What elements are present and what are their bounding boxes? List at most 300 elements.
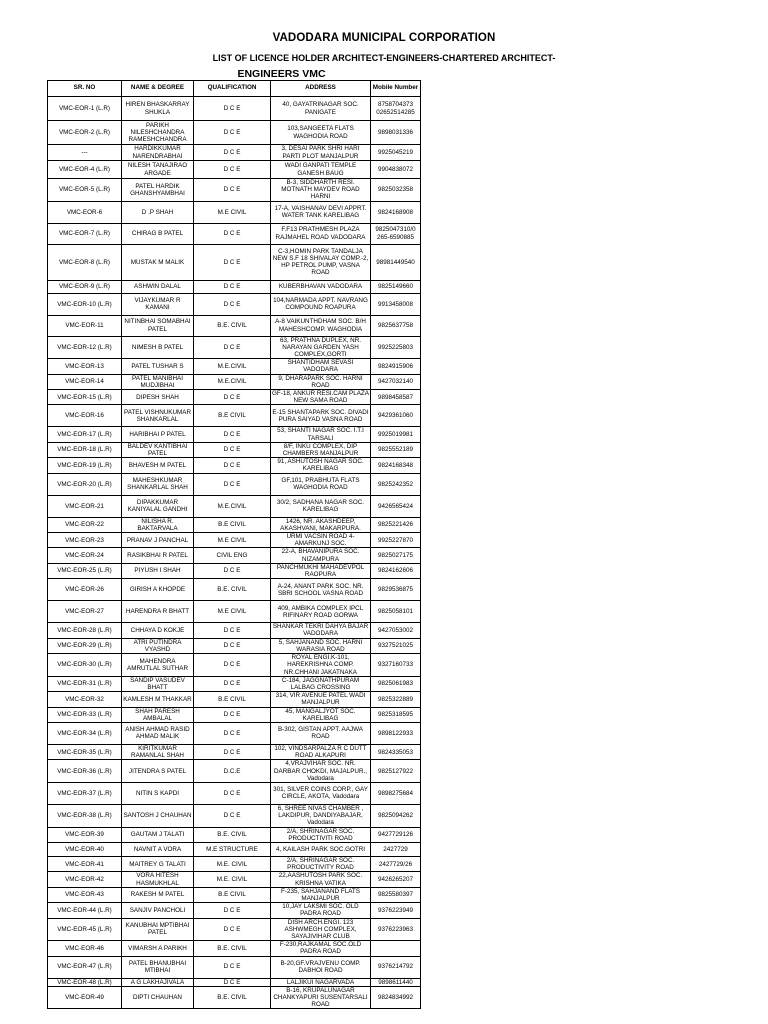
address-cell: WADI GANPATI TEMPLE GANESH BAUG — [271, 161, 371, 179]
qualification-cell: D C E — [194, 145, 271, 161]
table-row — [48, 601, 421, 623]
mobile-cell: 9825027175 — [371, 548, 421, 563]
qualification-cell: D C E — [194, 638, 271, 653]
name-cell: BHAVESH M PATEL — [122, 458, 194, 473]
qualification-cell: D C E — [194, 676, 271, 691]
table-row — [48, 458, 421, 473]
name-cell: NITIN S KAPDI — [122, 782, 194, 804]
sr-no-cell: VMC-EOR-28 (L.R) — [48, 623, 122, 638]
col-header-sr-no: SR. NO — [48, 81, 122, 97]
sr-no-cell: VMC-EOR-1 (L.R) — [48, 97, 122, 121]
sr-no-cell: VMC-EOR-6 — [48, 201, 122, 223]
mobile-cell: 9824168348 — [371, 458, 421, 473]
sr-no-cell: VMC-EOR-20 (L.R) — [48, 473, 122, 495]
table-row — [48, 579, 421, 601]
table-row — [48, 223, 421, 244]
name-cell: PATEL MANIBHAI MUDJIBHAI — [122, 374, 194, 389]
table-row — [48, 548, 421, 563]
table-row — [48, 179, 421, 202]
name-cell: DIPAKKUMAR KANIYALAL GANDHI — [122, 495, 194, 517]
name-cell: SANDIP VASUDEV BHATT — [122, 676, 194, 691]
sr-no-cell: VMC-EOR-12 (L.R) — [48, 336, 122, 359]
sr-no-cell: VMC-EOR-43 — [48, 887, 122, 902]
sr-no-cell: VMC-EOR-40 — [48, 842, 122, 856]
qualification-cell: D C E — [194, 280, 271, 293]
qualification-cell: D C E — [194, 473, 271, 495]
address-cell: SHANTIDHAM SEVASI VADODARA — [271, 359, 371, 374]
address-cell: 10,JAY LAKSMI SOC. OLD PADRA ROAD — [271, 903, 371, 918]
table-header-row — [48, 81, 421, 97]
name-cell: A G LAKHAJIVALA — [122, 978, 194, 986]
address-cell: A-24, ANANT PARK SOC. NR. SBRI SCHOOL VASNA ROAD — [271, 579, 371, 601]
mobile-cell: 9925227870 — [371, 533, 421, 548]
mobile-cell: 9825061983 — [371, 676, 421, 691]
name-cell: HARIBHAI P PATEL — [122, 427, 194, 442]
address-cell: E-15 SHANTAPARK SOC. DIVADI PURA SAIYAD VASNA ROAD — [271, 405, 371, 427]
sr-no-cell: VMC-EOR-24 — [48, 548, 122, 563]
mobile-cell: 9426565424 — [371, 495, 421, 517]
mobile-cell: 98981449540 — [371, 244, 421, 280]
qualification-cell: D C E — [194, 654, 271, 677]
mobile-cell: 9898611440 — [371, 978, 421, 986]
table-row — [48, 760, 421, 783]
address-cell: 30/2, SADHANA NAGAR SOC. KARELIBAG — [271, 495, 371, 517]
qualification-cell: D C E — [194, 918, 271, 941]
qualification-cell: D C E — [194, 804, 271, 827]
table-row — [48, 145, 421, 161]
table-row — [48, 121, 421, 145]
name-cell: PATEL BHANUBHAI MTIBHAI — [122, 956, 194, 978]
sr-no-cell: VMC-EOR-45 (L.R) — [48, 918, 122, 941]
qualification-cell: D C E — [194, 161, 271, 179]
table-row — [48, 722, 421, 744]
name-cell: HARENDRA R BHATT — [122, 601, 194, 623]
mobile-cell: 9825322889 — [371, 692, 421, 707]
name-cell: CHIRAG B PATEL — [122, 223, 194, 244]
table-row — [48, 856, 421, 871]
name-cell: RASIKBHAI R PATEL — [122, 548, 194, 563]
name-cell: DIPESH SHAH — [122, 390, 194, 405]
sr-no-cell: VMC-EOR-49 — [48, 986, 122, 1009]
address-cell: 40, GAYATRINAGAR SOC. PANIGATE — [271, 97, 371, 121]
address-cell: A-8 VAIKUNTHDHAM SOC. B/H MAHESHCOMP. WAGHODIA — [271, 315, 371, 336]
qualification-cell: M.E CIVIL — [194, 601, 271, 623]
name-cell: NILESH TANAJIRAO ARGADE — [122, 161, 194, 179]
name-cell: KAMLESH M THAKKAR — [122, 692, 194, 707]
mobile-cell: 9327521025 — [371, 638, 421, 653]
sr-no-cell: VMC-EOR-34 (L.R) — [48, 722, 122, 744]
name-cell: HIREN BHASKARRAY SHUKLA — [122, 97, 194, 121]
address-cell: 301, SILVER COINS CORP., GAY CIRCLE, AKOTA, Vadodara — [271, 782, 371, 804]
list-title: LIST OF LICENCE HOLDER ARCHITECT-ENGINEERS-CHARTERED ARCHITECT- — [212, 53, 556, 63]
mobile-cell: 9327160733 — [371, 654, 421, 677]
page-title: VADODARA MUNICIPAL CORPORATION — [272, 32, 496, 44]
sr-no-cell: VMC-EOR-31 (L.R) — [48, 676, 122, 691]
name-cell: PATEL TUSHAR S — [122, 359, 194, 374]
name-cell: D .P SHAH — [122, 201, 194, 223]
table-row — [48, 161, 421, 179]
name-cell: NIMESH B PATEL — [122, 336, 194, 359]
address-cell: KUBERBHAVAN VADODARA — [271, 280, 371, 293]
sr-no-cell: VMC-EOR-13 — [48, 359, 122, 374]
sr-no-cell: VMC-EOR-42 — [48, 872, 122, 887]
sr-no-cell: VMC-EOR-5 (L.R) — [48, 179, 122, 202]
sr-no-cell: VMC-EOR-30 (L.R) — [48, 654, 122, 677]
table-row — [48, 842, 421, 856]
table-row — [48, 280, 421, 293]
address-cell: 6, SHREE NIVAS CHAMBER , LAKDIPUR, DANDIYABAJAR, Vadodara — [271, 804, 371, 827]
table-row — [48, 359, 421, 374]
table-row — [48, 978, 421, 986]
table-row — [48, 405, 421, 427]
mobile-cell: 9904838072 — [371, 161, 421, 179]
address-cell: 8/F, INKU COMPLEX, DIP CHAMBERS MANJALPUR — [271, 442, 371, 457]
table-row — [48, 293, 421, 315]
qualification-cell: B.E. CIVIL — [194, 941, 271, 956]
qualification-cell: D C E — [194, 179, 271, 202]
address-cell: 1426, NR. AKASHDEEP, AKASHVANI, MAKARPURA. — [271, 517, 371, 532]
table-row — [48, 827, 421, 842]
name-cell: NILISHA R. BAKTARVALA — [122, 517, 194, 532]
name-cell: JITENDRA S PATEL — [122, 760, 194, 783]
address-cell: C-184, JAGGNATHPURAM LALBAG CROSSING — [271, 676, 371, 691]
qualification-cell: M.E CIVIL — [194, 533, 271, 548]
sr-no-cell: VMC-EOR-25 (L.R) — [48, 563, 122, 578]
table-row — [48, 887, 421, 902]
sr-no-cell: VMC-EOR-46 — [48, 941, 122, 956]
table-row — [48, 956, 421, 978]
qualification-cell: B.E CIVIL — [194, 405, 271, 427]
address-cell: B-3, SIDDHARTH RESI. MOTNATH MAYDEV ROAD HARNI — [271, 179, 371, 202]
sr-no-cell: VMC-EOR-2 (L.R) — [48, 121, 122, 145]
table-row — [48, 244, 421, 280]
table-row — [48, 903, 421, 918]
mobile-cell: 2427729/26 — [371, 856, 421, 871]
section-title: ENGINEERS VMC — [237, 68, 326, 80]
table-row — [48, 427, 421, 442]
mobile-cell: 9429361060 — [371, 405, 421, 427]
address-cell: 17-A, VAISHANAV DEVI APPRT. WATER TANK KARELIBAG — [271, 201, 371, 223]
qualification-cell: D C E — [194, 978, 271, 986]
sr-no-cell: VMC-EOR-41 — [48, 856, 122, 871]
table-row — [48, 563, 421, 578]
mobile-cell: 9898031336 — [371, 121, 421, 145]
address-cell: 2/A, SHRINAGAR SOC. PRODUCTIVITI ROAD — [271, 827, 371, 842]
sr-no-cell: VMC-EOR-47 (L.R) — [48, 956, 122, 978]
address-cell: PANCHMUKHI MAHADEVPOL RAOPURA — [271, 563, 371, 578]
mobile-cell: 9825094262 — [371, 804, 421, 827]
mobile-cell: 9825221426 — [371, 517, 421, 532]
sr-no-cell: VMC-EOR-23 — [48, 533, 122, 548]
mobile-cell: 9824168908 — [371, 201, 421, 223]
qualification-cell: D C E — [194, 956, 271, 978]
sr-no-cell: VMC-EOR-33 (L.R) — [48, 707, 122, 722]
table-row — [48, 692, 421, 707]
qualification-cell: M.E STRUCTURE — [194, 842, 271, 856]
licence-holder-table — [47, 80, 421, 1009]
sr-no-cell: VMC-EOR-21 — [48, 495, 122, 517]
sr-no-cell: VMC-EOR-37 (L.R) — [48, 782, 122, 804]
name-cell: VORA HITESH HASMUKHLAL — [122, 872, 194, 887]
mobile-cell: 2427729 — [371, 842, 421, 856]
qualification-cell: D C E — [194, 293, 271, 315]
mobile-cell: 9925019981 — [371, 427, 421, 442]
sr-no-cell: VMC-EOR-8 (L.R) — [48, 244, 122, 280]
table-row — [48, 390, 421, 405]
mobile-cell: 9925045219 — [371, 145, 421, 161]
mobile-cell: 9825318595 — [371, 707, 421, 722]
qualification-cell: D C E — [194, 458, 271, 473]
name-cell: HARDIKKUMAR NARENDRABHAI — [122, 145, 194, 161]
mobile-cell: 9898275684 — [371, 782, 421, 804]
qualification-cell: D C E — [194, 121, 271, 145]
sr-no-cell: VMC-EOR-14 — [48, 374, 122, 389]
table-row — [48, 473, 421, 495]
name-cell: SANJIV PANCHOLI — [122, 903, 194, 918]
qualification-cell: D C E — [194, 244, 271, 280]
name-cell: SHAH PARESH AMBALAL — [122, 707, 194, 722]
mobile-cell: 9824335053 — [371, 744, 421, 759]
table-row — [48, 495, 421, 517]
sr-no-cell: VMC-EOR-7 (L.R) — [48, 223, 122, 244]
address-cell: 45, MANGALJYOT SOC. KARELIBAG — [271, 707, 371, 722]
qualification-cell: M.E CIVIL — [194, 201, 271, 223]
mobile-cell: 9376223949 — [371, 903, 421, 918]
mobile-cell: 9825580397 — [371, 887, 421, 902]
sr-no-cell: VMC-EOR-17 (L.R) — [48, 427, 122, 442]
mobile-cell: 9825032358 — [371, 179, 421, 202]
address-cell: 314, VIR AVENUE PATEL WADI MANJALPUR — [271, 692, 371, 707]
qualification-cell: D C E — [194, 427, 271, 442]
address-cell: 102, VINDSARPALZA R C DUTT ROAD ALKAPURI — [271, 744, 371, 759]
name-cell: KANUBHAI MPTIBHAI PATEL — [122, 918, 194, 941]
table-row — [48, 201, 421, 223]
qualification-cell: M.E.CIVIL — [194, 374, 271, 389]
address-cell: 103,SANGEETA FLATS WAGHODIA ROAD — [271, 121, 371, 145]
col-header-mobile: Mobile Number — [371, 81, 421, 97]
name-cell: MAITREY G TALATI — [122, 856, 194, 871]
table-row — [48, 374, 421, 389]
address-cell: F.F13 PRATHMESH PLAZA RAJMAHEL ROAD VADODARA — [271, 223, 371, 244]
sr-no-cell: VMC-EOR-27 — [48, 601, 122, 623]
table-row — [48, 744, 421, 759]
qualification-cell: M.E.CIVIL — [194, 359, 271, 374]
qualification-cell: D C E — [194, 722, 271, 744]
sr-no-cell: VMC-EOR-9 (L.R) — [48, 280, 122, 293]
sr-no-cell: VMC-EOR-11 — [48, 315, 122, 336]
qualification-cell: D C E — [194, 707, 271, 722]
name-cell: RAKESH M PATEL — [122, 887, 194, 902]
mobile-cell: 9898458587 — [371, 390, 421, 405]
table-row — [48, 336, 421, 359]
table-row — [48, 97, 421, 121]
table-row — [48, 442, 421, 457]
table-body — [48, 97, 421, 1009]
qualification-cell: M.E. CIVIL — [194, 872, 271, 887]
mobile-cell: 9376214792 — [371, 956, 421, 978]
qualification-cell: B.E CIVIL — [194, 887, 271, 902]
name-cell: NAVNIT A VORA — [122, 842, 194, 856]
address-cell: 22,AASHUTOSH PARK SOC. KRISHNA VATIKA — [271, 872, 371, 887]
address-cell: B-16, KRUPALUNAGAR CHANKYAPURI SUSENTARSALI ROAD — [271, 986, 371, 1009]
address-cell: 104,NARMADA APPT. NAVRANG COMPOUND ROAPURA — [271, 293, 371, 315]
sr-no-cell: VMC-EOR-38 (L.R) — [48, 804, 122, 827]
qualification-cell: D C E — [194, 442, 271, 457]
qualification-cell: CIVIL ENG — [194, 548, 271, 563]
table-row — [48, 707, 421, 722]
table-row — [48, 676, 421, 691]
address-cell: GF,101, PRABHUTA FLATS WAGHODIA ROAD — [271, 473, 371, 495]
table-row — [48, 533, 421, 548]
mobile-cell: 9825242352 — [371, 473, 421, 495]
mobile-cell: 8758704373 02652514285 — [371, 97, 421, 121]
name-cell: DIPTI CHAUHAN — [122, 986, 194, 1009]
address-cell: F-230,RAJKAMAL SOC.OLD PADRA ROAD — [271, 941, 371, 956]
name-cell: GAUTAM J TALATI — [122, 827, 194, 842]
mobile-cell: 9913458008 — [371, 293, 421, 315]
address-cell: 4, KAILASH PARK SOC.GOTRI — [271, 842, 371, 856]
name-cell: GIRISH A KHOPDE — [122, 579, 194, 601]
address-cell: 5, SAHJANAND SOC. HARNI WARASIA ROAD — [271, 638, 371, 653]
mobile-cell: 9825552189 — [371, 442, 421, 457]
address-cell: B-20,GF.VRAJVENU COMP. DABHOI ROAD — [271, 956, 371, 978]
address-cell: B-302, GISTAN APPT. AAJWA ROAD — [271, 722, 371, 744]
mobile-cell: 9925225803 — [371, 336, 421, 359]
mobile-cell: 9829536875 — [371, 579, 421, 601]
mobile-cell: 9427729126 — [371, 827, 421, 842]
mobile-cell: 9376223963 — [371, 918, 421, 941]
sr-no-cell: VMC-EOR-48 (L.R) — [48, 978, 122, 986]
qualification-cell: B.E. CIVIL — [194, 315, 271, 336]
col-header-name: NAME & DEGREE — [122, 81, 194, 97]
col-header-address: ADDRESS — [271, 81, 371, 97]
name-cell: PATEL HARDIK GHANSHYAMBHAI — [122, 179, 194, 202]
sr-no-cell: VMC-EOR-19 (L.R) — [48, 458, 122, 473]
name-cell: PATEL VISHNUKUMAR SHANKARLAL — [122, 405, 194, 427]
qualification-cell: M.E. CIVIL — [194, 856, 271, 871]
mobile-cell: 9825149660 — [371, 280, 421, 293]
name-cell: SANTOSH J CHAUHAN — [122, 804, 194, 827]
name-cell: KIRITKUMAR RAMANLAL SHAH — [122, 744, 194, 759]
qualification-cell: B.E. CIVIL — [194, 827, 271, 842]
qualification-cell: D C E — [194, 97, 271, 121]
qualification-cell: D C E — [194, 336, 271, 359]
qualification-cell: M.E.CIVIL — [194, 495, 271, 517]
qualification-cell: B.E CIVIL — [194, 517, 271, 532]
mobile-cell: 9825127922 — [371, 760, 421, 783]
qualification-cell: B.E. CIVIL — [194, 986, 271, 1009]
qualification-cell: D C E — [194, 390, 271, 405]
qualification-cell: D C E — [194, 563, 271, 578]
address-cell: LALJIKUI NAGARVADA — [271, 978, 371, 986]
sr-no-cell: VMC-EOR-35 (L.R) — [48, 744, 122, 759]
qualification-cell: D C E — [194, 223, 271, 244]
sr-no-cell: VMC-EOR-10 (L.R) — [48, 293, 122, 315]
sr-no-cell: --- — [48, 145, 122, 161]
address-cell: C-3,HOMIN PARK TANDALJA NEW S.F 18 SHIVALAY COMP.-2, HP PETROL PUMP, VASNA ROAD — [271, 244, 371, 280]
sr-no-cell: VMC-EOR-18 (L.R) — [48, 442, 122, 457]
mobile-cell: 9824834992 — [371, 986, 421, 1009]
sr-no-cell: VMC-EOR-4 (L.R) — [48, 161, 122, 179]
table-row — [48, 315, 421, 336]
name-cell: PIYUSH I SHAH — [122, 563, 194, 578]
table-row — [48, 517, 421, 532]
mobile-cell: 9824915906 — [371, 359, 421, 374]
address-cell: ROYAL ENGI.K-101, HAREKRISHNA COMP. NR.CHHANI JAKATNAKA — [271, 654, 371, 677]
mobile-cell: 9898122933 — [371, 722, 421, 744]
address-cell: 2/A, SHRINAGAR SOC. PRODUCTIVITY ROAD — [271, 856, 371, 871]
name-cell: VIJAYKUMAR R KAMANI — [122, 293, 194, 315]
qualification-cell: D C E — [194, 623, 271, 638]
sr-no-cell: VMC-EOR-32 — [48, 692, 122, 707]
name-cell: MAHENDRA AMRUTLAL SUTHAR — [122, 654, 194, 677]
qualification-cell: D C E — [194, 782, 271, 804]
table-row — [48, 623, 421, 638]
qualification-cell: D C E — [194, 744, 271, 759]
sr-no-cell: VMC-EOR-44 (L.R) — [48, 903, 122, 918]
address-cell: 53, SHANTI NAGAR SOC. I.T.I TARSALI — [271, 427, 371, 442]
mobile-cell: 9825047310/0 265-6590885 — [371, 223, 421, 244]
address-cell: 9, DHARAPARK SOC. HARNI ROAD — [271, 374, 371, 389]
table-row — [48, 918, 421, 941]
mobile-cell: 9824162606 — [371, 563, 421, 578]
address-cell: URMI VACSIN ROAD 4- AMARKUNJ SOC. — [271, 533, 371, 548]
table-row — [48, 782, 421, 804]
name-cell: MUSTAK M MALIK — [122, 244, 194, 280]
name-cell: VIMARSH A PARIKH — [122, 941, 194, 956]
address-cell: F-235, SAHJANAND FLATS MANJALPUR — [271, 887, 371, 902]
name-cell: CHHAYA D KOKJE — [122, 623, 194, 638]
sr-no-cell: VMC-EOR-39 — [48, 827, 122, 842]
mobile-cell: 9825058101 — [371, 601, 421, 623]
qualification-cell: D.C.E — [194, 760, 271, 783]
address-cell: 4,VRAJVIHAR SOC. NR. DARBAR CHOKDI, MAJALPUR., Vadodara — [271, 760, 371, 783]
address-cell: DISH ARCH.ENGI. 123 ASHWMEGH COMPLEX, SAYAJIVIHAR CLUB — [271, 918, 371, 941]
address-cell: 3, DESAI PARK SHRI HARI PARTI PLOT MANJALPUR — [271, 145, 371, 161]
name-cell: PRANAV J PANCHAL — [122, 533, 194, 548]
address-cell: GF-18, ANKUR RESI.CAM PLAZA NEW SAMA ROAD — [272, 390, 369, 405]
qualification-cell: B.E CIVIL — [194, 692, 271, 707]
mobile-cell: 9427053002 — [371, 623, 421, 638]
name-cell: PARIKH NILESHCHANDRA RAMESHCHANDRA — [122, 121, 194, 145]
sr-no-cell: VMC-EOR-26 — [48, 579, 122, 601]
address-cell: 91, ASHUTOSH NAGAR SOC. KARELIBAG — [271, 458, 371, 473]
qualification-cell: D C E — [194, 903, 271, 918]
address-cell: SHANKAR TEKRI DAHYA BAJAR VADODARA — [271, 623, 371, 638]
mobile-cell: 9426265207 — [371, 872, 421, 887]
sr-no-cell: VMC-EOR-36 (L.R) — [48, 760, 122, 783]
name-cell: ATRI PUTINDRA VYASHD — [122, 638, 194, 653]
address-cell: 409, AMBIKA COMPLEX IPCL RIFINARY ROAD GORWA — [271, 601, 371, 623]
table-row — [48, 804, 421, 827]
table-row — [48, 872, 421, 887]
name-cell: BALDEV KANTIBHAI PATEL — [122, 442, 194, 457]
table-row — [48, 986, 421, 1009]
mobile-cell: 9825637758 — [371, 315, 421, 336]
sr-no-cell: VMC-EOR-22 — [48, 517, 122, 532]
sr-no-cell: VMC-EOR-15 (L.R) — [48, 390, 122, 405]
table-row — [48, 638, 421, 653]
mobile-cell: 9427032140 — [371, 374, 421, 389]
mobile-cell — [371, 941, 421, 956]
name-cell: ASHWIN DALAL — [122, 280, 194, 293]
qualification-cell: B.E. CIVIL — [194, 579, 271, 601]
table-row — [48, 654, 421, 677]
table-row — [48, 941, 421, 956]
name-cell: NITINBHAI SOMABHAI PATEL — [122, 315, 194, 336]
address-cell: 63, PRATHNA DUPLEX, NR. NARAYAN GARDEN YASH COMPLEX,GORTI — [271, 336, 371, 359]
name-cell: ANISH AHMAD RASID AHMAD MALIK — [122, 722, 194, 744]
